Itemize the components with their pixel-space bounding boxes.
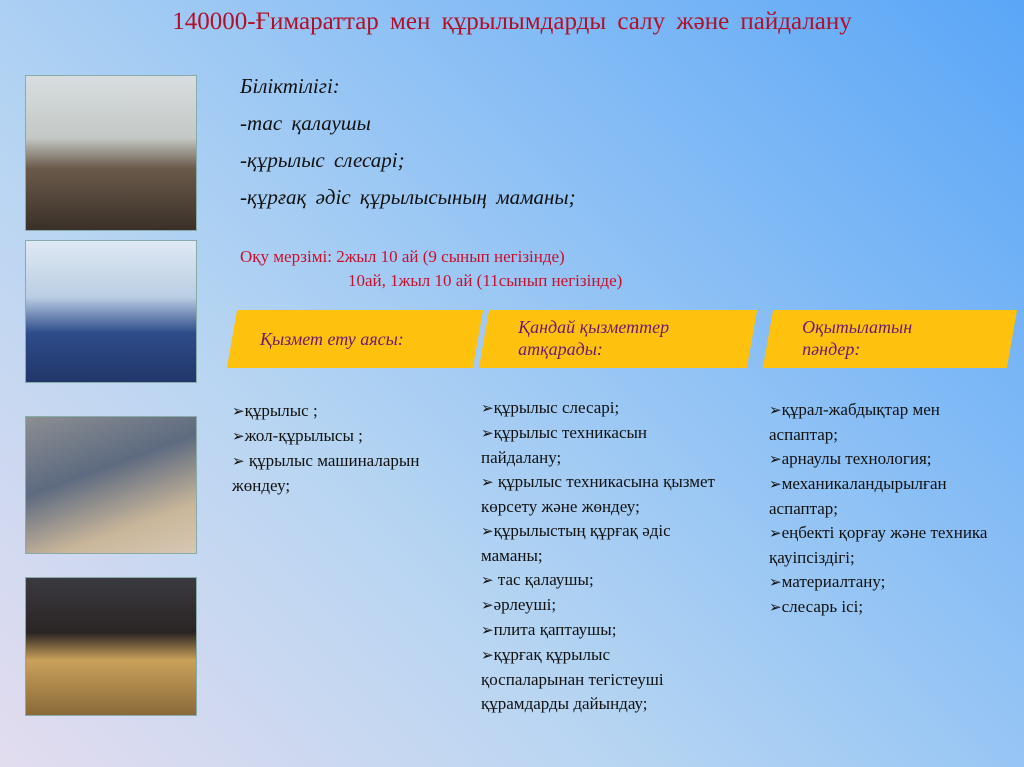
qualification-heading: Біліктілігі:: [240, 74, 340, 98]
study-term-line: 10ай, 1жыл 10 ай (11сынып негізінде): [348, 271, 623, 290]
banner-label: Қандай қызметтер атқарады:: [518, 317, 670, 359]
banner-scope: [227, 310, 483, 368]
list-item: ➢ плита қаптаушы;: [481, 618, 717, 643]
qualification-item: -тас қалаушы: [240, 111, 371, 135]
classroom-photo: [25, 75, 197, 231]
study-term-line: Оқу мерзімі: 2жыл 10 ай (9 сынып негізінде): [240, 247, 565, 266]
qualification-item: -құрылыс слесарі;: [240, 148, 405, 172]
list-item: ➢ құрылыс машиналарын жөндеу;: [232, 449, 464, 498]
brick-wall-photo: [25, 577, 197, 716]
list-item: ➢ құрылыс слесарі;: [481, 396, 717, 421]
list-item: ➢ слесарь ісі;: [769, 595, 994, 620]
study-term: [240, 245, 622, 293]
banner-label: Қызмет ету аясы:: [260, 329, 404, 349]
list-item: ➢ құрал-жабдықтар мен аспаптар;: [769, 398, 994, 447]
list-item: ➢ құрылыс ;: [232, 399, 464, 424]
list-item: ➢ құрылыс техникасына қызмет көрсету және жөндеу;: [481, 470, 717, 519]
slide-title: 140000-Ғимараттар мен құрылымдарды салу және пайдалану: [172, 8, 852, 35]
bricklaying-competition-photo: [25, 416, 197, 554]
list-item: ➢ еңбекті қорғау және техника қауіпсіздігі;: [769, 521, 994, 570]
list-item: ➢ тас қалаушы;: [481, 568, 717, 593]
banner-duties: [479, 310, 757, 368]
award-ceremony-photo: [25, 240, 197, 383]
list-item: ➢ құрылыстың құрғақ әдіс маманы;: [481, 519, 717, 568]
list-item: ➢ әрлеуші;: [481, 593, 717, 618]
subjects-list: [769, 398, 994, 620]
qualification-block: [240, 68, 576, 216]
banner-subjects: [763, 310, 1017, 368]
list-item: ➢ материалтану;: [769, 570, 994, 595]
list-item: ➢ құрылыс техникасын пайдалану;: [481, 421, 717, 470]
list-item: ➢ жол-құрылысы ;: [232, 424, 464, 449]
list-item: ➢ механикаландырылған аспаптар;: [769, 472, 994, 521]
list-item: ➢ арнаулы технология;: [769, 447, 994, 472]
list-item: ➢ құрғақ құрылыс қоспаларынан тегістеуші құрамдарды дайындау;: [481, 643, 717, 716]
duties-list: [481, 396, 717, 716]
qualification-item: -құрғақ әдіс құрылысының маманы;: [240, 185, 576, 209]
scope-list: [232, 399, 464, 498]
banner-label: Оқытылатын пәндер:: [802, 317, 913, 359]
